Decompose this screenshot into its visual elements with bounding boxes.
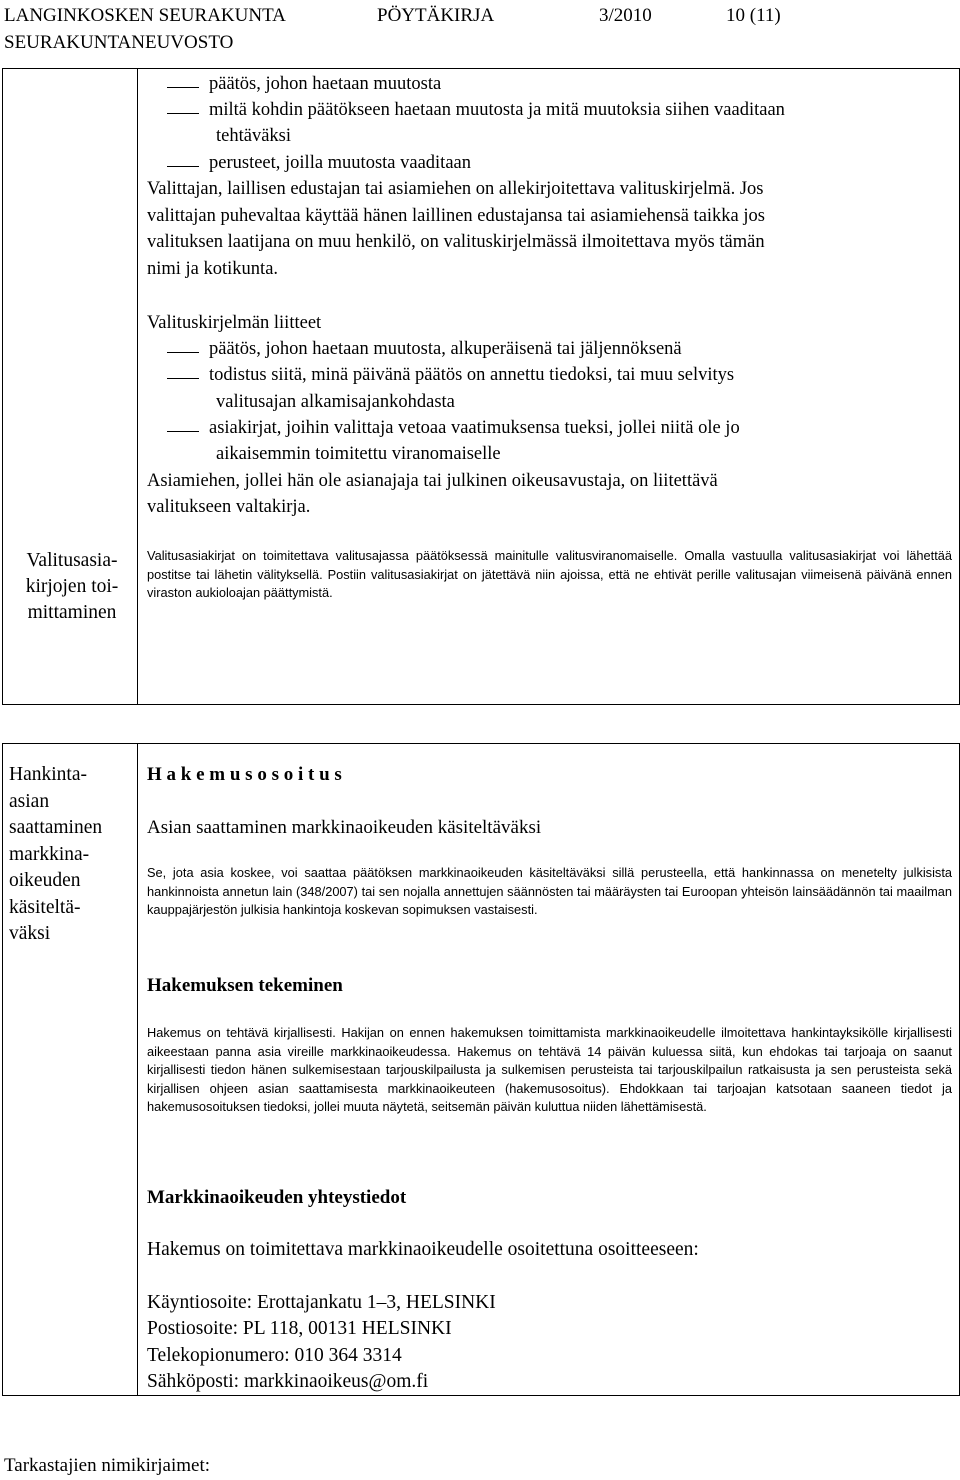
contact-line: Postiosoite: PL 118, 00131 HELSINKI bbox=[147, 1318, 452, 1339]
dash-bullet bbox=[167, 431, 199, 432]
appeal-item: perusteet, joilla muutosta vaaditaan bbox=[209, 153, 471, 173]
market-intro: Se, jota asia koskee, voi saattaa päätöksen markkinaoikeuden käsiteltäväksi sillä perusteella, että hankinnassa on menetelty julkisista hankinnoista annetun lain (348/2007) tai sen nojalla annettujen säännösten tai määräysten tai Euroopan yhteisön lainsäädännön tai maailman kauppajärjestön julkisia hankintoja koskevan sopimuksen vastaisesti. bbox=[147, 865, 952, 917]
market-subtitle: Asian saattaminen markkinaoikeuden käsiteltäväksi bbox=[147, 817, 542, 838]
header-org: LANGINKOSKEN SEURAKUNTA bbox=[4, 5, 286, 26]
header-body: SEURAKUNTANEUVOSTO bbox=[4, 32, 234, 53]
appeal-item: miltä kohdin päätökseen haetaan muutosta ja mitä muutoksia siihen vaaditaan bbox=[209, 100, 785, 120]
proxy-text-line: Asiamiehen, jollei hän ole asianajaja tai julkinen oikeusavustaja, on liitettävä bbox=[147, 471, 718, 491]
signature-text-line: Valittajan, laillisen edustajan tai asiamiehen on allekirjoitettava valituskirjelmä. Jos bbox=[147, 179, 764, 199]
column-divider bbox=[137, 743, 138, 1396]
header-page-number: 10 (11) bbox=[726, 5, 781, 26]
contact-title: Markkinaoikeuden yhteystiedot bbox=[147, 1187, 407, 1208]
footer-inspectors: Tarkastajien nimikirjaimet: bbox=[4, 1455, 211, 1476]
column-divider bbox=[137, 68, 138, 705]
attachment-item: asiakirjat, joihin valittaja vetoaa vaatimuksensa tueksi, jollei niitä ole jo bbox=[209, 418, 740, 438]
header-doc-type: PÖYTÄKIRJA bbox=[377, 5, 495, 26]
dash-bullet bbox=[167, 166, 199, 167]
appeal-item-continuation: tehtäväksi bbox=[216, 126, 292, 146]
attachment-item-continuation: aikaisemmin toimitettu viranomaiselle bbox=[216, 444, 501, 464]
making-title: Hakemuksen tekeminen bbox=[147, 975, 343, 996]
delivery-text: Valitusasiakirjat on toimitettava valitusajassa päätöksessä mainitulle valitusviranomaiselle. Omalla vastuulla valitusasiakirjat voi lähettää postitse tai lähetin välityksellä. Postiin valitusasiakirjat on jätettävä niin ajoissa, että ne ehtivät perille valitusajan viimeisenä päivänä ennen viraston aukioloajan päättymistä. bbox=[147, 548, 952, 600]
contact-line: Sähköposti: markkinaoikeus@om.fi bbox=[147, 1371, 429, 1392]
delivery-side-label: Valitusasia- kirjojen toi- mittaminen bbox=[25, 550, 119, 623]
attachment-item: päätös, johon haetaan muutosta, alkuperäisenä tai jäljennöksenä bbox=[209, 339, 682, 359]
signature-text-line: valituksen laatijana on muu henkilö, on valituskirjelmässä ilmoitettava myös tämän bbox=[147, 232, 765, 252]
dash-bullet bbox=[167, 87, 199, 88]
appeal-item: päätös, johon haetaan muutosta bbox=[209, 74, 442, 94]
dash-bullet bbox=[167, 113, 199, 114]
contact-line: Telekopionumero: 010 364 3314 bbox=[147, 1345, 402, 1366]
header-issue: 3/2010 bbox=[599, 5, 652, 26]
market-side-label: Hankinta- asian saattaminen markkina- oikeuden käsiteltä- väksi bbox=[9, 764, 103, 944]
attachments-title: Valituskirjelmän liitteet bbox=[147, 313, 322, 333]
making-text: Hakemus on tehtävä kirjallisesti. Hakijan on ennen hakemuksen toimittamista markkinaoikeudelle ilmoitettava hankintayksikölle kirjallisesti aikeestaan panna asia vireille markkinaoikeudessa. Hakemus on tehtävä 14 päivän kuluessa siitä, kun ehdokas tai tarjoaja on saanut kirjallisesti tiedon hänen sulkemisestaan tarjouskilpailusta ja sulkemisen perusteista tai tarjouskilpailun ratkaisusta ja sen perusteista sekä kirjallisen ohjeen asian saattamisesta markkinaoikeuteen (hakemusosoitus). Ehdokkaan tai tarjoajan katsotaan saaneen tiedot ja hakemusosoituksen tiedoksi, jollei muuta näytetä, seitsemän päivän kuluttua niiden lähettämisestä. bbox=[147, 1025, 952, 1114]
dash-bullet bbox=[167, 378, 199, 379]
contact-intro: Hakemus on toimitettava markkinaoikeudelle osoitettuna osoitteeseen: bbox=[147, 1239, 699, 1260]
attachment-item: todistus siitä, minä päivänä päätös on annettu tiedoksi, tai muu selvitys bbox=[209, 365, 735, 385]
signature-text-line: nimi ja kotikunta. bbox=[147, 259, 279, 279]
dash-bullet bbox=[167, 352, 199, 353]
contact-line: Käyntiosoite: Erottajankatu 1–3, HELSINKI bbox=[147, 1292, 496, 1313]
proxy-text-line: valitukseen valtakirja. bbox=[147, 497, 311, 517]
market-title: H a k e m u s o s o i t u s bbox=[147, 764, 342, 785]
attachment-item-continuation: valitusajan alkamisajankohdasta bbox=[216, 392, 455, 412]
signature-text-line: valittajan puhevaltaa käyttää hänen laillinen edustajansa tai asiamiehensä taikka jos bbox=[147, 206, 765, 226]
